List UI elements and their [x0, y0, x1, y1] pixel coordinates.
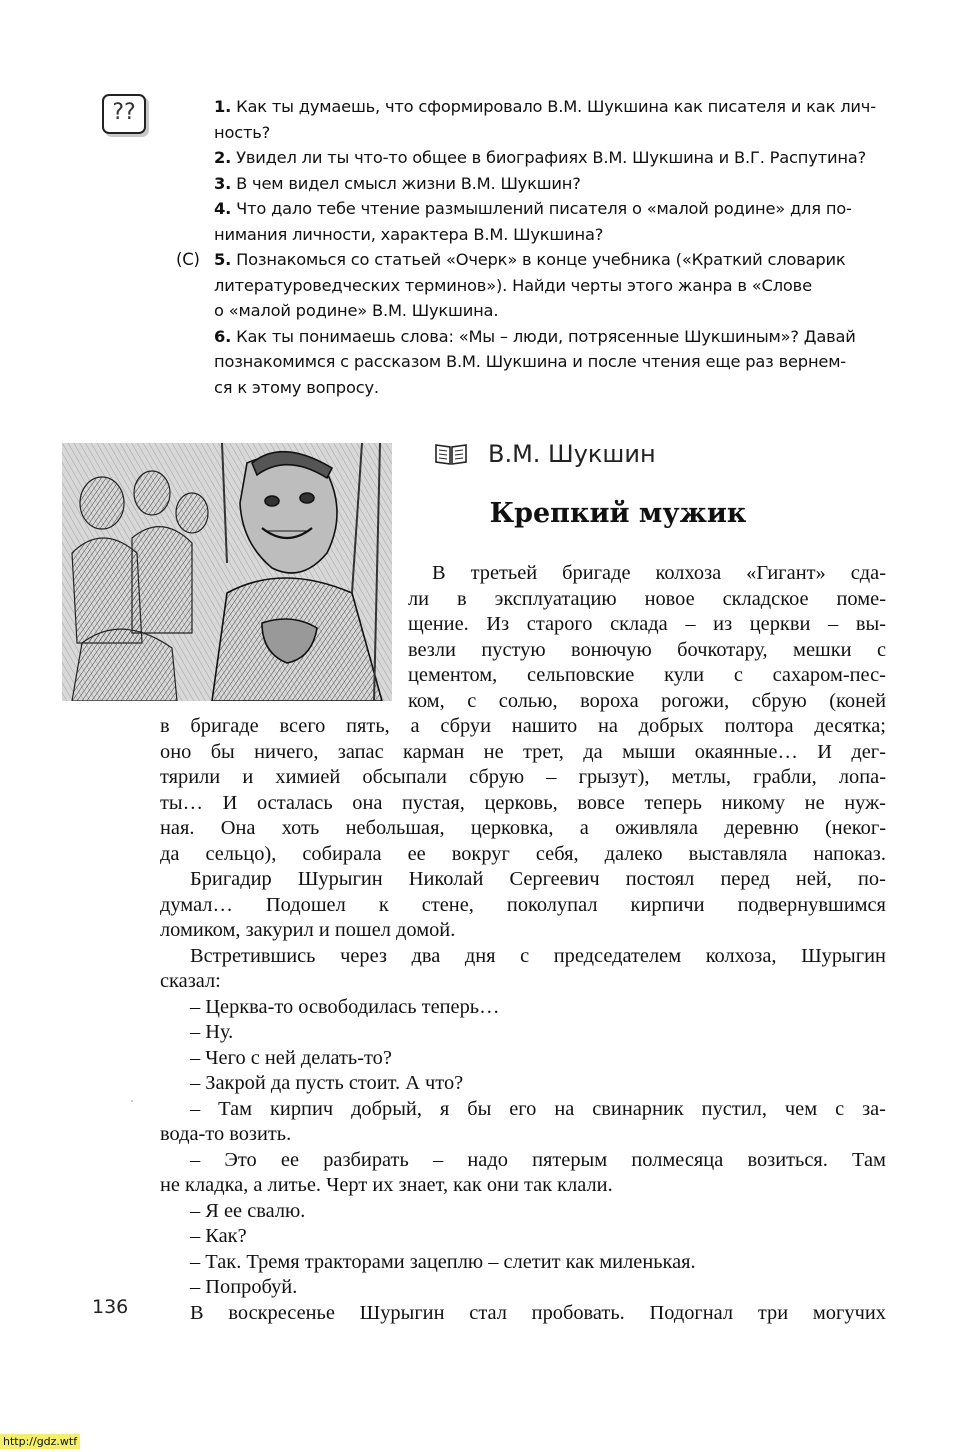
question-number: 6. — [214, 326, 232, 346]
text-line: ком, с солью, вороха рогожи, сбрую (коней — [408, 689, 886, 712]
open-book-icon — [434, 442, 468, 466]
question-text-cont: о «малой родине» В.М. Шукшина. — [214, 301, 499, 320]
story-title: Крепкий мужик — [489, 498, 747, 529]
story-text — [160, 561, 886, 1326]
question-6 — [214, 324, 882, 401]
text-line: Встретившись через два дня с председателем колхоза, Шурыгин — [190, 944, 886, 967]
text-line: не кладка, а литье. Черт их знает, как они так клали. — [160, 1174, 613, 1196]
question-number: 4. — [214, 199, 232, 218]
text-line: – Закрой да пусть стоит. А что? — [190, 1072, 464, 1094]
text-line: щение. Из старого склада – из церкви – вы- — [408, 613, 886, 635]
text-line: ломиком, закурил и пошел домой. — [160, 919, 456, 941]
text-line: ли в эксплуатацию новое складское поме- — [408, 587, 886, 610]
question-number: 3. — [214, 173, 232, 193]
text-line: вода-то возить. — [160, 1123, 292, 1145]
text-line: в бригаде всего пять, а сбруи нашито на добрых полтора десятка; — [160, 715, 886, 737]
text-line: – Это ее разбирать – надо пятерым полмесяца возиться. Там — [190, 1148, 886, 1171]
question-text-cont: познакомимся с рассказом В.М. Шукшина и после чтения еще раз вернем- — [214, 352, 846, 371]
text-line: – Чего с ней делать-то? — [190, 1046, 392, 1069]
question-2 — [214, 145, 882, 171]
text-line: везли пустую вонючую бочкотару, мешки с — [408, 638, 886, 661]
text-line: тярили и химией обсыпали сбрую – грызут), метлы, грабли, лопа- — [160, 766, 886, 788]
scan-speck — [131, 1100, 133, 1102]
text-line: – Попробуй. — [190, 1276, 298, 1298]
author-name: В.М. Шукшин — [488, 440, 656, 468]
question-4 — [214, 196, 882, 247]
questions-icon: ?? — [102, 94, 146, 134]
question-number: 5. — [214, 250, 232, 269]
text-line: – Я ее свалю. — [190, 1199, 306, 1222]
page-number: 136 — [92, 1296, 129, 1318]
author-heading — [434, 440, 656, 468]
question-1 — [214, 94, 882, 145]
text-line: – Ну. — [190, 1021, 234, 1043]
question-text-cont: ность? — [214, 122, 271, 142]
text-line: думал… Подошел к стене, поколупал кирпичи подвернувшимся — [160, 893, 886, 916]
text-line: цементом, сельповские кули с сахаром-пес- — [408, 664, 886, 686]
question-text: В чем видел смысл жизни В.М. Шукшин? — [236, 173, 581, 193]
questions-block — [176, 94, 882, 400]
text-line: ная. Она хоть небольшая, церковка, а оживляла деревню (неког- — [160, 817, 886, 839]
text-line: В воскресенье Шурыгин стал пробовать. Подогнал три могучих — [190, 1301, 886, 1324]
question-text: Как ты понимаешь слова: «Мы – люди, потрясенные Шукшиным»? Давай — [236, 326, 856, 346]
text-line: – Как? — [190, 1225, 247, 1247]
text-line: Бригадир Шурыгин Николай Сергеевич постоял перед ней, по- — [190, 868, 886, 890]
question-text-cont: литературоведческих терминов»). Найди черты этого жанра в «Слове — [214, 275, 812, 295]
text-line: В третьей бригаде колхоза «Гигант» сда- — [432, 562, 886, 584]
watermark-link[interactable]: http://gdz.wtf — [0, 1434, 80, 1449]
text-line: сказал: — [160, 970, 221, 992]
question-text: Как ты думаешь, что сформировало В.М. Шукшина как писателя и как лич- — [236, 97, 876, 116]
question-text: Увидел ли ты что-то общее в биографиях В.М. Шукшина и В.Г. Распутина? — [236, 148, 867, 167]
text-line: – Там кирпич добрый, я бы его на свинарник пустил, чем с за- — [190, 1097, 886, 1120]
question-text-cont: ся к этому вопросу. — [214, 377, 379, 397]
text-line: ты… И осталась она пустая, церковь, вовсе теперь никому не нуж- — [160, 791, 886, 814]
question-number: 1. — [214, 97, 232, 116]
question-text: Что дало тебе чтение размышлений писателя о «малой родине» для по- — [236, 199, 852, 218]
question-5 — [176, 247, 882, 324]
question-text-cont: нимания личности, характера В.М. Шукшина? — [214, 224, 604, 244]
text-line: да сельцо), собирала ее вокруг себя, далеко выставляла напоказ. — [160, 842, 886, 865]
question-text: Познакомься со статьей «Очерк» в конце учебника («Краткий словарик — [236, 250, 846, 269]
question-3 — [214, 171, 882, 197]
text-line: – Так. Тремя тракторами зацеплю – слетит как миленькая. — [190, 1250, 696, 1273]
question-number: 2. — [214, 148, 232, 167]
text-line: оно бы ничего, запас карман не трет, да мыши окаянные… И дег- — [160, 740, 886, 763]
creative-task-mark: (С) — [176, 250, 200, 269]
text-line: – Церква-то освободилась теперь… — [190, 995, 500, 1018]
